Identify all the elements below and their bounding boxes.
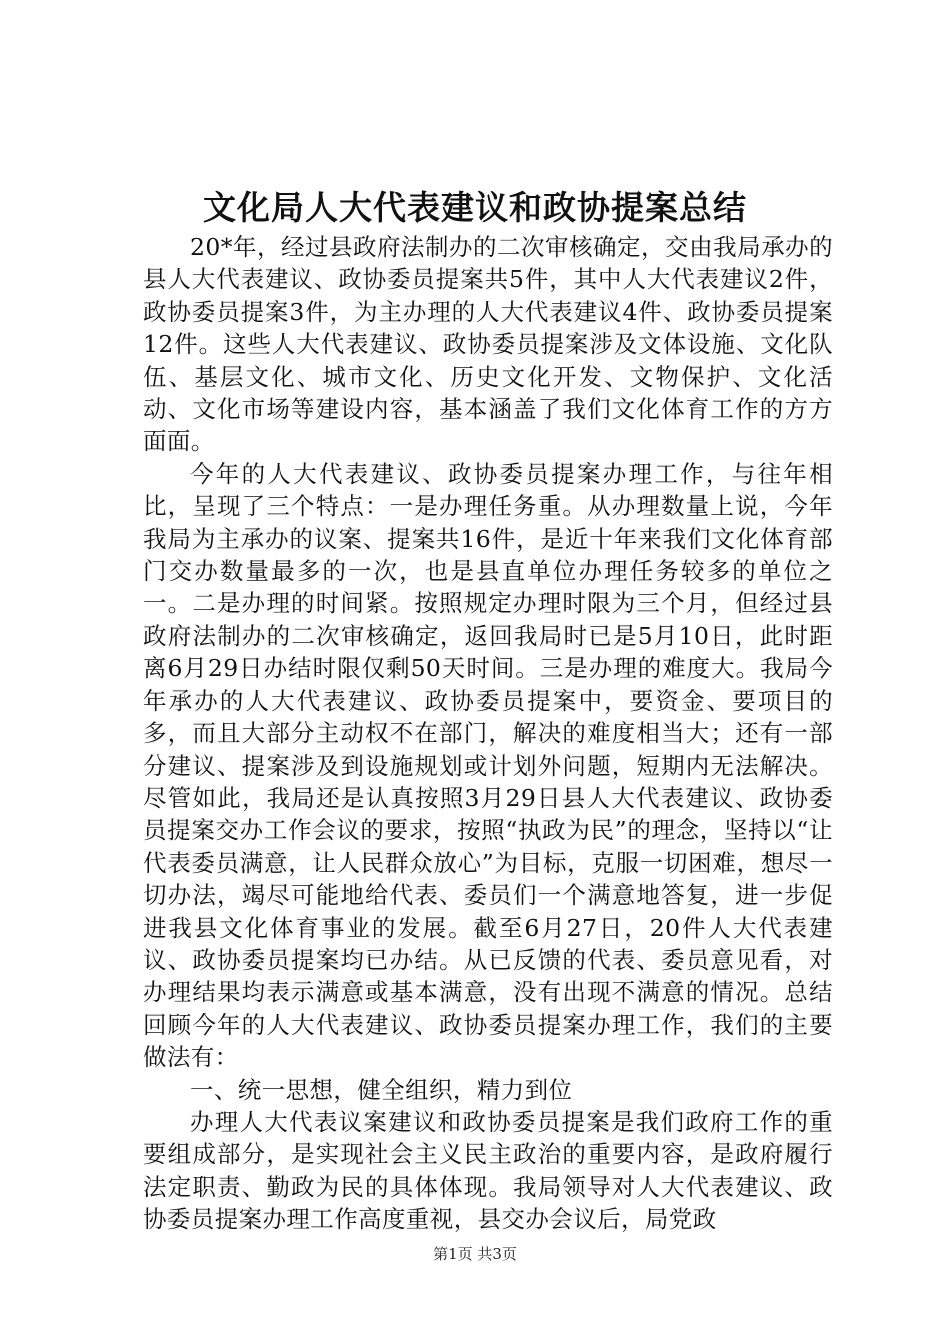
paragraph-features: 今年的人大代表建议、政协委员提案办理工作，与往年相比，呈现了三个特点：一是办理任务重。从办理数量上说，今年我局为主承办的议案、提案共16件，是近十年来我们文化体育部门交办数量最多的一次，也是县直单位办理任务较多的单位之一。二是办理的时间紧。按照规定办理时限为三个月，但经过县政府法制办的二次审核确定，返回我局时已是5月10日，此时距离6月29日办结时限仅剩50天时间。三是办理的难度大。我局今年承办的人大代表建议、政协委员提案中，要资金、要项目的多，而且大部分主动权不在部门，解决的难度相当大；还有一部分建议、提案涉及到设施规划或计划外问题，短期内无法解决。尽管如此，我局还是认真按照3月29日县人大代表建议、政协委员提案交办工作会议的要求，按照“执政为民”的理念，坚持以“让代表委员满意，让人民群众放心”为目标，克服一切困难，想尽一切办法，竭尽可能地给代表、委员们一个满意地答复，进一步促进我县文化体育事业的发展。截至6月27日，20件人大代表建议、政协委员提案均已办结。从已反馈的代表、委员意见看，对办理结果均表示满意或基本满意，没有出现不满意的情况。总结回顾今年的人大代表建议、政协委员提案办理工作，我们的主要做法有： (143, 459, 833, 1072)
section-heading-1: 一、统一思想，健全组织，精力到位 (190, 1075, 573, 1104)
paragraph-section-1: 办理人大代表议案建议和政协委员提案是我们政府工作的重要组成部分，是实现社会主义民主政治的重要内容，是政府履行法定职责、勤政为民的具体体现。我局领导对人大代表建议、政协委员提案办理工作高度重视，县交办会议后，局党政 (143, 1107, 833, 1234)
page-number-footer: 第1页 共3页 (433, 1245, 517, 1263)
paragraph-intro: 20*年，经过县政府法制办的二次审核确定，交由我局承办的县人大代表建议、政协委员提案共5件，其中人大代表建议2件，政协委员提案3件，为主办理的人大代表建议4件、政协委员提案12件。这些人大代表建议、政协委员提案涉及文体设施、文化队伍、基层文化、城市文化、历史文化开发、文物保护、文化活动、文化市场等建设内容，基本涵盖了我们文化体育工作的方方面面。 (143, 233, 833, 456)
document-body (143, 231, 833, 1236)
document-title: 文化局人大代表建议和政协提案总结 (203, 188, 747, 227)
